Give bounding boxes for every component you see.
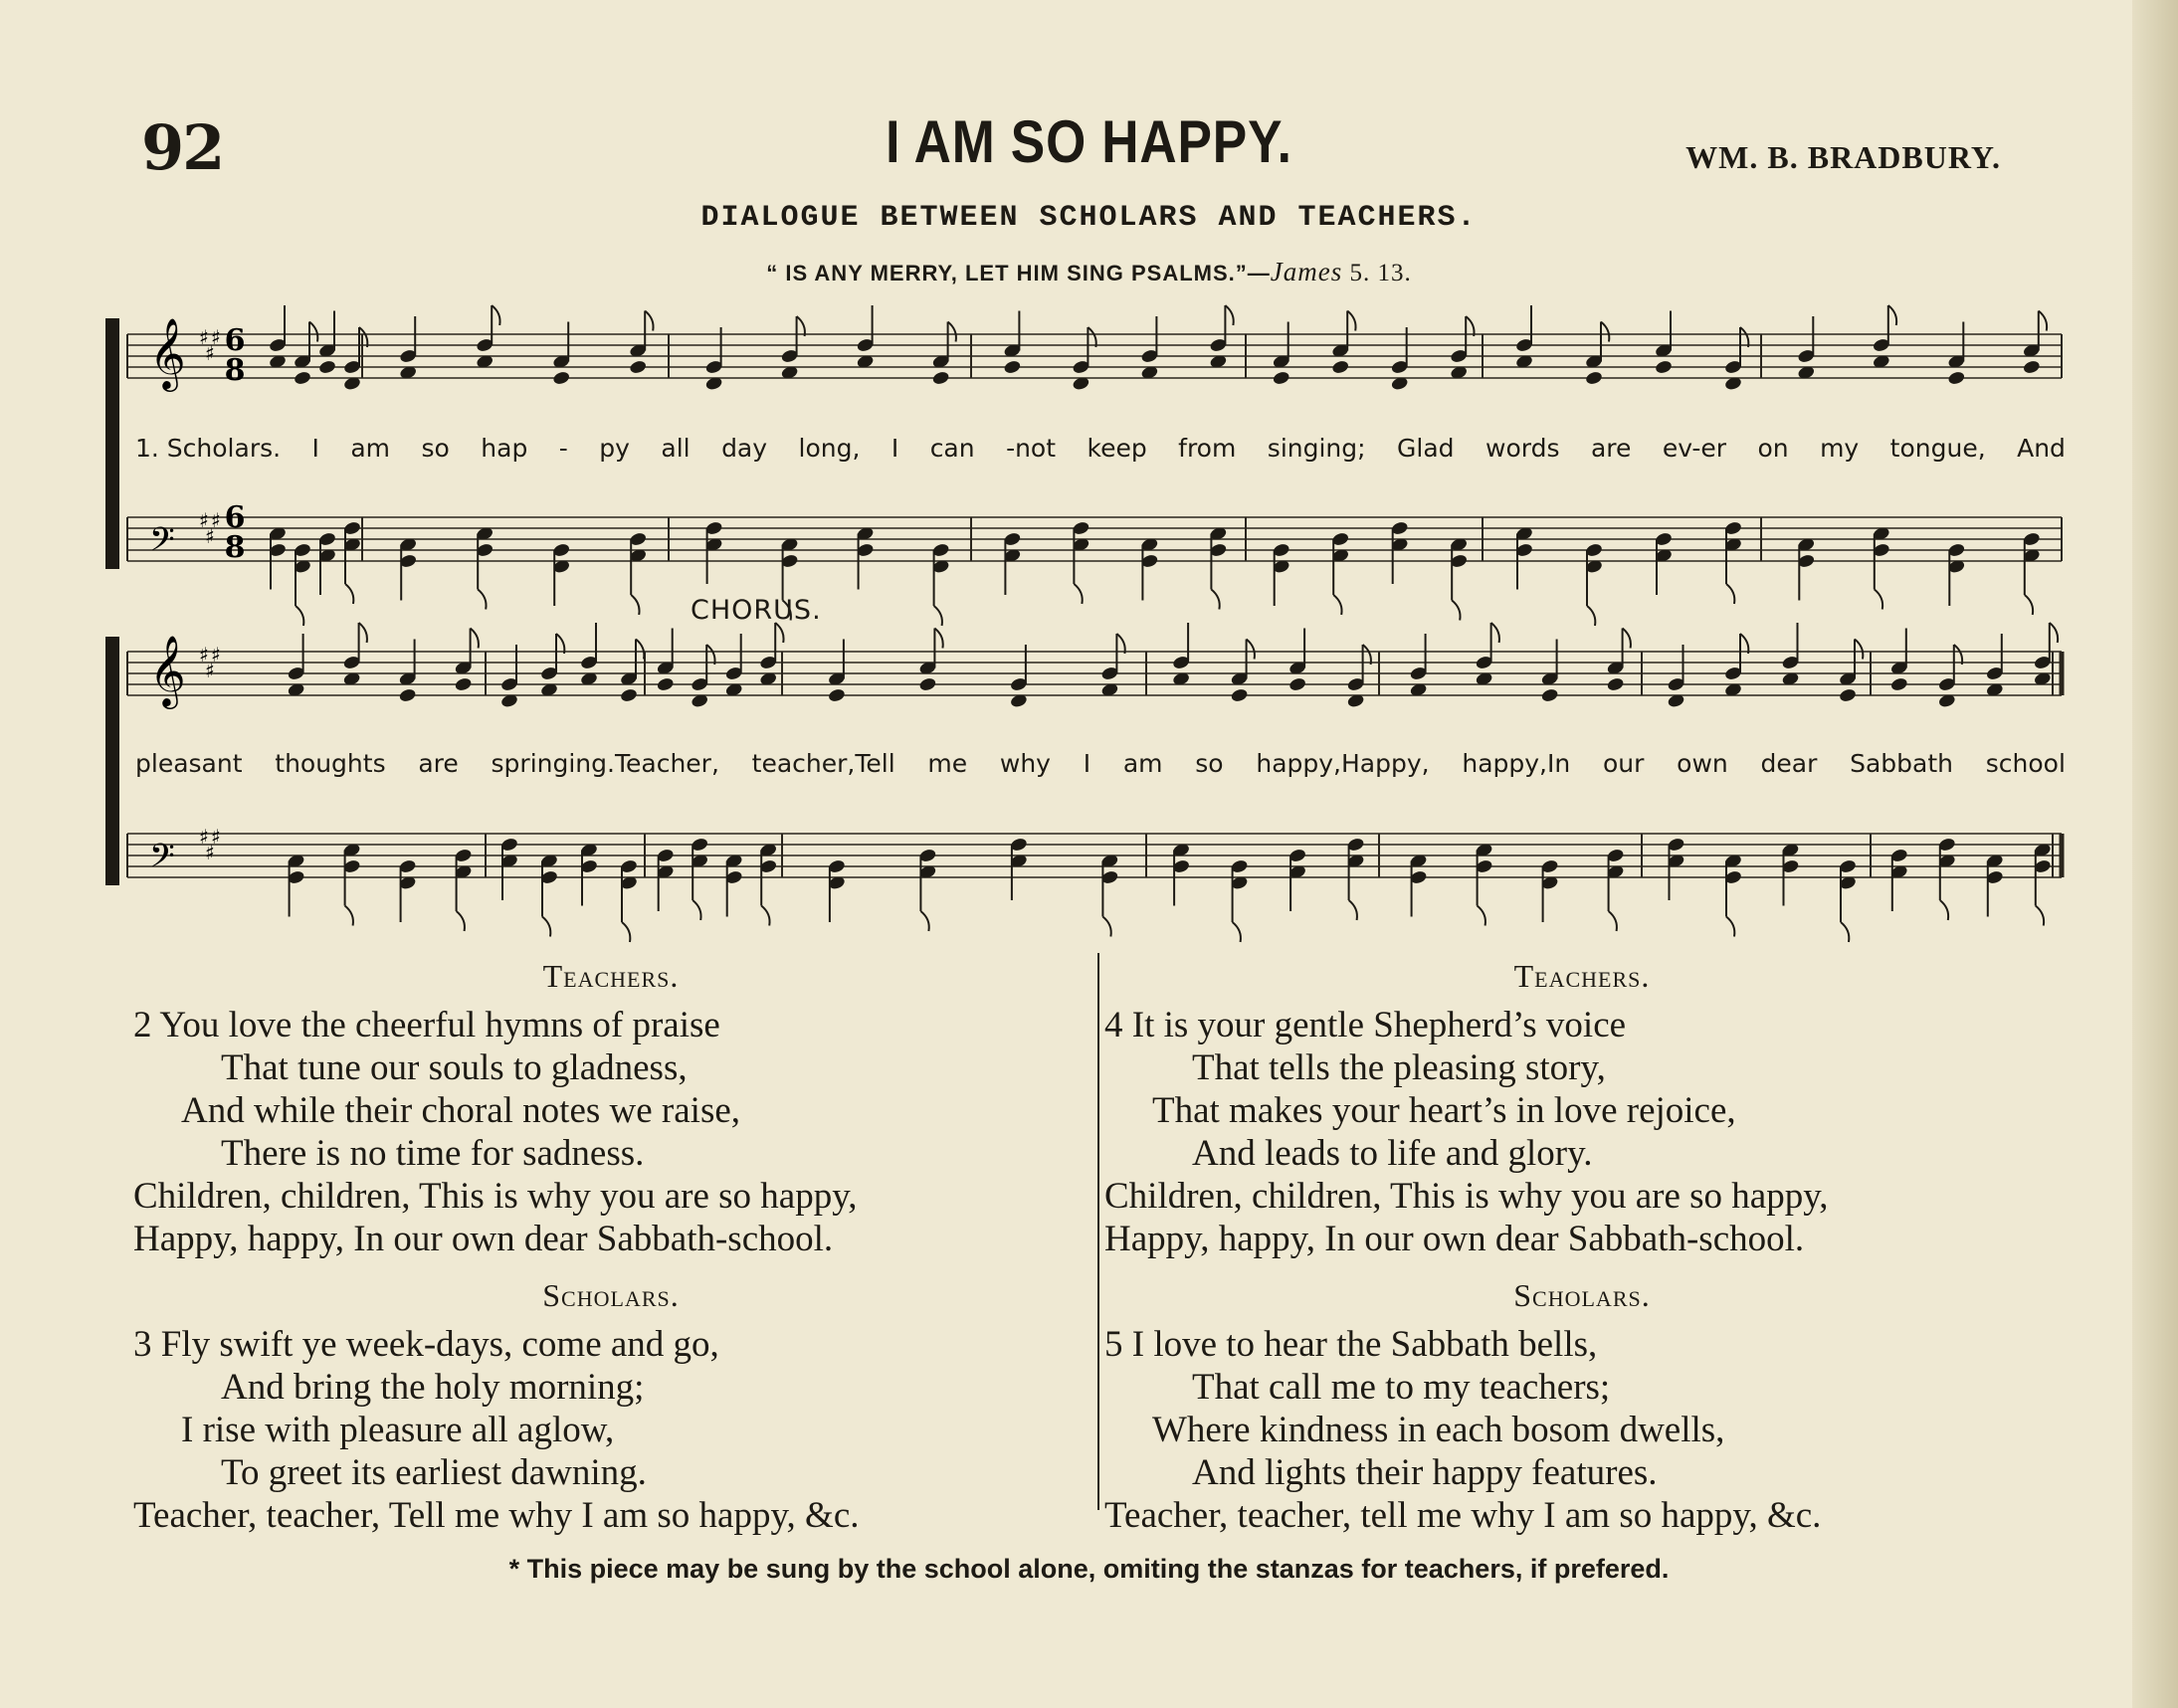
lyric-word: long, bbox=[798, 434, 861, 463]
note-head bbox=[1655, 359, 1674, 375]
stanza-line: And while their choral notes we raise, bbox=[181, 1090, 741, 1131]
lyric-word: words bbox=[1485, 434, 1560, 463]
note-head bbox=[620, 687, 639, 703]
note-head bbox=[1331, 359, 1350, 375]
note-flag bbox=[1740, 327, 1748, 347]
lyric-word: on bbox=[1757, 434, 1789, 463]
key-signature-sharp: ♯ bbox=[211, 825, 221, 849]
lyric-word: hap bbox=[481, 434, 528, 463]
stanza-heading: Teachers. bbox=[1513, 958, 1651, 994]
lyric-word: keep bbox=[1087, 434, 1147, 463]
note-head bbox=[1947, 370, 1966, 386]
note-flag bbox=[471, 629, 479, 649]
stanza-line: 3 Fly swift ye week-days, come and go, bbox=[133, 1324, 719, 1365]
note-flag bbox=[457, 911, 465, 931]
stanza-line: 2 You love the cheerful hymns of praise bbox=[133, 1005, 720, 1045]
note-head bbox=[1839, 687, 1858, 703]
note-flag bbox=[1855, 640, 1863, 660]
stanzas-left-column bbox=[133, 955, 1128, 1537]
note-flag bbox=[1587, 606, 1595, 626]
key-signature-sharp: ♯ bbox=[211, 508, 221, 532]
note-flag bbox=[309, 322, 317, 342]
composer: WM. B. BRADBURY. bbox=[1685, 139, 2001, 175]
note-flag bbox=[1333, 595, 1341, 615]
note-head bbox=[656, 676, 675, 692]
note-flag bbox=[345, 584, 353, 604]
note-head bbox=[1585, 370, 1604, 386]
note-head bbox=[398, 687, 417, 703]
note-head bbox=[454, 676, 473, 692]
note-flag bbox=[1116, 634, 1124, 654]
lyric-word: py bbox=[599, 434, 630, 463]
key-signature-sharp: ♯ bbox=[211, 325, 221, 349]
lyric-word: why bbox=[999, 749, 1051, 778]
lyric-word: our bbox=[1602, 749, 1645, 778]
note-flag bbox=[761, 906, 769, 926]
note-flag bbox=[1233, 922, 1241, 942]
note-flag bbox=[1940, 900, 1948, 920]
lyric-word: I bbox=[311, 434, 319, 463]
note-head bbox=[1540, 687, 1559, 703]
stanza-line: That tells the pleasing story, bbox=[1192, 1047, 1606, 1088]
note-head bbox=[828, 687, 847, 703]
note-head bbox=[1272, 370, 1290, 386]
time-signature-bottom: 8 bbox=[224, 353, 246, 388]
note-flag bbox=[1478, 906, 1485, 926]
hymn-title: I AM SO HAPPY. bbox=[886, 108, 1292, 175]
footnote: * This piece may be sung by the school alone, omiting the stanzas for teachers, if prefered. bbox=[508, 1554, 1670, 1584]
notes-layer bbox=[269, 305, 2059, 942]
note-flag bbox=[1601, 322, 1609, 342]
lyric-word: thoughts bbox=[275, 749, 386, 778]
stanza-line: I rise with pleasure all aglow, bbox=[181, 1410, 615, 1450]
lyric-word: can bbox=[929, 434, 975, 463]
stanzas-right-column bbox=[1104, 955, 2099, 1537]
note-flag bbox=[1088, 327, 1095, 347]
note-flag bbox=[636, 640, 644, 660]
lyric-word: And bbox=[2017, 434, 2066, 463]
note-head bbox=[1230, 687, 1249, 703]
stanza-line: And lights their happy features. bbox=[1192, 1452, 1658, 1493]
lyric-word: are bbox=[1590, 434, 1632, 463]
lyric-word: day bbox=[721, 434, 768, 463]
note-head bbox=[294, 370, 312, 386]
lyric-word: teacher,Tell bbox=[751, 749, 895, 778]
note-flag bbox=[1888, 305, 1896, 325]
note-flag bbox=[2039, 311, 2047, 331]
lyric-word: me bbox=[927, 749, 968, 778]
lyric-word: pleasant bbox=[135, 749, 243, 778]
time-signature-bottom: 8 bbox=[224, 530, 246, 565]
note-flag bbox=[1363, 645, 1371, 664]
lyric-word: are bbox=[418, 749, 459, 778]
note-flag bbox=[693, 900, 700, 920]
key-signature-sharp: ♯ bbox=[205, 341, 215, 365]
note-flag bbox=[1609, 911, 1617, 931]
key-signature-sharp: ♯ bbox=[205, 524, 215, 548]
note-flag bbox=[1211, 590, 1219, 610]
note-flag bbox=[542, 917, 550, 937]
stanza-line: To greet its earliest dawning. bbox=[221, 1452, 647, 1493]
lyric-word: am bbox=[350, 434, 391, 463]
note-flag bbox=[359, 623, 367, 643]
lyric-word: happy,Happy, bbox=[1256, 749, 1430, 778]
lyric-word: so bbox=[421, 434, 450, 463]
lyric-word: ev-er bbox=[1662, 434, 1727, 463]
note-head bbox=[552, 370, 571, 386]
note-flag bbox=[1954, 645, 1962, 664]
bass-clef: 𝄢 bbox=[149, 521, 175, 567]
note-head bbox=[931, 370, 950, 386]
note-flag bbox=[1074, 584, 1082, 604]
lyric-word: Glad bbox=[1397, 434, 1455, 463]
note-flag bbox=[1347, 311, 1355, 331]
note-flag bbox=[478, 590, 486, 610]
note-flag bbox=[2036, 906, 2044, 926]
key-signature-sharp: ♯ bbox=[205, 841, 215, 864]
key-signature-sharp: ♯ bbox=[205, 659, 215, 682]
stanza-line: There is no time for sadness. bbox=[221, 1133, 645, 1174]
note-flag bbox=[296, 606, 303, 626]
note-flag bbox=[1491, 623, 1499, 643]
treble-clef: 𝄞 bbox=[149, 634, 186, 706]
stanza-line: Children, children, This is why you are so happy, bbox=[1104, 1176, 1829, 1217]
note-head bbox=[1606, 676, 1625, 692]
stanza-line: And bring the holy morning; bbox=[221, 1367, 645, 1408]
lyric-word: am bbox=[1122, 749, 1163, 778]
note-flag bbox=[706, 645, 714, 664]
note-flag bbox=[934, 606, 942, 626]
key-signature-sharp: ♯ bbox=[199, 825, 209, 849]
note-flag bbox=[948, 322, 956, 342]
note-head bbox=[2022, 359, 2041, 375]
staff-layer bbox=[105, 316, 2062, 885]
note-flag bbox=[934, 629, 942, 649]
note-flag bbox=[2025, 595, 2033, 615]
note-flag bbox=[622, 922, 630, 942]
stanza-line: And leads to life and glory. bbox=[1192, 1133, 1593, 1174]
lyric-word: I bbox=[1083, 749, 1091, 778]
note-flag bbox=[1740, 634, 1748, 654]
page-number: 92 bbox=[141, 111, 224, 184]
lyric-word: happy,In bbox=[1462, 749, 1571, 778]
note-flag bbox=[1466, 316, 1474, 336]
note-flag bbox=[556, 634, 564, 654]
note-flag bbox=[1726, 917, 1734, 937]
note-head bbox=[629, 359, 648, 375]
note-flag bbox=[1225, 305, 1233, 325]
note-flag bbox=[775, 623, 783, 643]
key-signature-sharp: ♯ bbox=[211, 643, 221, 666]
epigraph-ref: James bbox=[1270, 257, 1343, 286]
note-head bbox=[1288, 676, 1307, 692]
stanza-line: Where kindness in each bosom dwells, bbox=[1152, 1410, 1725, 1450]
stanza-line: That makes your heart’s in love rejoice, bbox=[1152, 1090, 1736, 1131]
lyric-word: - bbox=[558, 434, 568, 463]
stanza-heading: Scholars. bbox=[542, 1277, 680, 1313]
lyric-word: own bbox=[1677, 749, 1728, 778]
note-flag bbox=[645, 311, 653, 331]
lyric-word: all bbox=[661, 434, 691, 463]
lyric-word: dear bbox=[1760, 749, 1818, 778]
bass-clef: 𝄢 bbox=[149, 838, 175, 883]
stanza-heading: Teachers. bbox=[542, 958, 680, 994]
note-flag bbox=[1349, 900, 1357, 920]
note-flag bbox=[359, 327, 367, 347]
note-flag bbox=[2050, 623, 2058, 643]
lyric-word: singing; bbox=[1267, 434, 1366, 463]
stanza-line: 4 It is your gentle Shepherd’s voice bbox=[1104, 1005, 1627, 1045]
stanza-line: 5 I love to hear the Sabbath bells, bbox=[1104, 1324, 1598, 1365]
note-head bbox=[1889, 676, 1908, 692]
lyric-word: I bbox=[891, 434, 899, 463]
lyrics-system-1 bbox=[135, 434, 2066, 463]
lyric-word: so bbox=[1195, 749, 1224, 778]
note-flag bbox=[631, 595, 639, 615]
note-head bbox=[1003, 359, 1022, 375]
note-flag bbox=[1875, 590, 1882, 610]
note-flag bbox=[1247, 640, 1255, 660]
note-head bbox=[918, 676, 937, 692]
key-signature-sharp: ♯ bbox=[199, 325, 209, 349]
note-flag bbox=[345, 906, 353, 926]
lyric-word: Sabbath bbox=[1850, 749, 1954, 778]
note-flag bbox=[1623, 629, 1631, 649]
note-flag bbox=[1841, 922, 1849, 942]
lyric-word: from bbox=[1178, 434, 1237, 463]
hymn-subtitle: DIALOGUE BETWEEN SCHOLARS AND TEACHERS. bbox=[700, 201, 1478, 235]
lyrics-system-2 bbox=[135, 749, 2066, 778]
lyric-word: -not bbox=[1006, 434, 1057, 463]
lyric-word: springing.Teacher, bbox=[491, 749, 719, 778]
stanza-line: That tune our souls to gladness, bbox=[221, 1047, 688, 1088]
treble-clef: 𝄞 bbox=[149, 316, 186, 389]
epigraph-quote: “ IS ANY MERRY, LET HIM SING PSALMS.”— bbox=[766, 261, 1271, 285]
key-signature-sharp: ♯ bbox=[199, 508, 209, 532]
stanza-line: Teacher, teacher, tell me why I am so happy, &c. bbox=[1104, 1495, 1822, 1536]
lyric-word: 1. Scholars. bbox=[135, 434, 282, 463]
note-flag bbox=[492, 305, 499, 325]
note-flag bbox=[1102, 917, 1110, 937]
note-flag bbox=[1452, 601, 1460, 621]
stanza-line: Happy, happy, In our own dear Sabbath-school. bbox=[133, 1219, 834, 1259]
stanza-line: That call me to my teachers; bbox=[1192, 1367, 1611, 1408]
stanza-line: Happy, happy, In our own dear Sabbath-school. bbox=[1104, 1219, 1805, 1259]
time-signature-top: 6 bbox=[224, 500, 246, 535]
key-signature-sharp: ♯ bbox=[199, 643, 209, 666]
note-head bbox=[318, 359, 337, 375]
stanza-heading: Scholars. bbox=[1513, 1277, 1651, 1313]
chorus-label: CHORUS. bbox=[691, 595, 822, 626]
lyric-word: my bbox=[1820, 434, 1860, 463]
stanza-line: Children, children, This is why you are so happy, bbox=[133, 1176, 858, 1217]
note-flag bbox=[1726, 584, 1734, 604]
system-brace bbox=[105, 637, 119, 885]
note-flag bbox=[920, 911, 928, 931]
lyric-word: school bbox=[1985, 749, 2066, 778]
note-flag bbox=[797, 316, 805, 336]
system-brace bbox=[105, 318, 119, 569]
stanza-line: Teacher, teacher, Tell me why I am so happy, &c. bbox=[133, 1495, 860, 1536]
epigraph-verse: 5. 13. bbox=[1342, 260, 1412, 286]
lyric-word: tongue, bbox=[1889, 434, 1986, 463]
time-signature-top: 6 bbox=[224, 323, 246, 358]
